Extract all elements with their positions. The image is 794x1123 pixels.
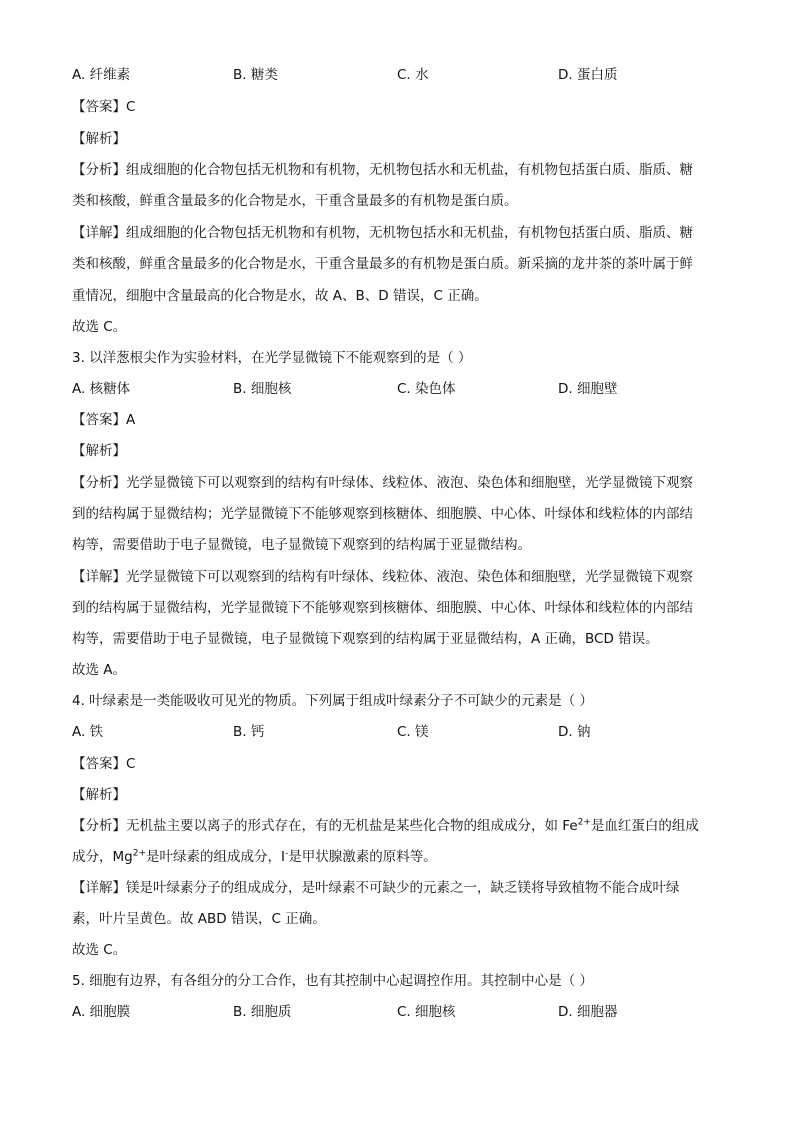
q4-xiangjie-text-1: 镁是叶绿素分子的组成成分，是叶绿素不可缺少的元素之一，缺乏镁将导致植物不能合成叶绿 xyxy=(126,880,680,896)
q4-question: 4. 叶绿素是一类能吸收可见光的物质。下列属于组成叶绿素分子不可缺少的元素是（ ） xyxy=(72,693,593,709)
q3-fenxi-line-2: 到的结构属于显微结构；光学显微镜下不能够观察到核糖体、细胞膜、中心体、叶绿体和线粒体的内部结 xyxy=(72,506,693,522)
q5-option-c: C. 细胞核 xyxy=(397,1004,456,1020)
xiangjie-tag: 【详解】 xyxy=(72,225,126,241)
xiangjie-tag: 【详解】 xyxy=(72,880,126,896)
q4-options xyxy=(72,723,722,741)
q3-fenxi-line-1 xyxy=(72,474,693,492)
q2-xiangjie-text-1: 组成细胞的化合物包括无机物和有机物，无机物包括水和无机盐，有机物包括蛋白质、脂质、糖 xyxy=(126,225,693,241)
q2-option-c: C. 水 xyxy=(397,67,429,83)
answer-tag: 【答案】 xyxy=(72,99,126,115)
q4-answer-value: C xyxy=(126,756,136,772)
fenxi-tag: 【分析】 xyxy=(72,475,126,491)
q2-answer xyxy=(72,98,135,116)
q4-fenxi-text-2b: 是叶绿素的组成成分，I xyxy=(146,849,285,865)
fe-charge-superscript: 2+ xyxy=(577,817,591,828)
q4-xiangjie-line-2: 素，叶片呈黄色。故 ABD 错误，C 正确。 xyxy=(72,911,326,927)
q5-options xyxy=(72,1003,722,1021)
q2-fenxi-line-1 xyxy=(72,161,693,179)
q4-answer xyxy=(72,755,135,773)
q3-xiangjie-line-3: 构等，需要借助于电子显微镜，电子显微镜下观察到的结构属于亚显微结构，A 正确，BCD 错误。 xyxy=(72,631,659,647)
q2-option-b: B. 糖类 xyxy=(233,67,278,83)
q2-option-a: A. 纤维素 xyxy=(72,67,131,83)
fenxi-tag: 【分析】 xyxy=(72,818,126,834)
q3-jiexi-heading: 【解析】 xyxy=(72,443,126,459)
q2-fenxi-line-2: 类和核酸，鲜重含量最多的化合物是水，干重含量最多的有机物是蛋白质。 xyxy=(72,193,518,209)
q2-xiangjie-line-2: 类和核酸，鲜重含量最多的化合物是水，干重含量最多的有机物是蛋白质。新采摘的龙井茶的茶叶属于鲜 xyxy=(72,256,693,272)
q2-xiangjie-line-3: 重情况，细胞中含量最高的化合物是水，故 A、B、D 错误，C 正确。 xyxy=(72,288,488,304)
q3-xiangjie-text-1: 光学显微镜下可以观察到的结构有叶绿体、线粒体、液泡、染色体和细胞壁，光学显微镜下观察 xyxy=(126,569,693,585)
q2-xiangjie-line-1 xyxy=(72,224,693,242)
iodide-charge-superscript: - xyxy=(284,848,289,859)
q5-option-b: B. 细胞质 xyxy=(233,1004,292,1020)
q3-options xyxy=(72,380,722,398)
q3-answer-value: A xyxy=(126,412,136,428)
q4-fenxi-text-1a: 无机盐主要以离子的形式存在，有的无机盐是某些化合物的组成成分，如 Fe xyxy=(126,818,578,834)
q2-jiexi-heading: 【解析】 xyxy=(72,131,126,147)
q4-option-a: A. 铁 xyxy=(72,724,104,740)
q4-xiangjie-line-1 xyxy=(72,879,680,897)
q4-option-d: D. 钠 xyxy=(558,724,591,740)
q3-question: 3. 以洋葱根尖作为实验材料，在光学显微镜下不能观察到的是（ ） xyxy=(72,350,472,366)
q3-option-c: C. 染色体 xyxy=(397,381,456,397)
q2-options xyxy=(72,66,722,84)
q5-option-d: D. 细胞器 xyxy=(558,1004,618,1020)
q3-xiangjie-line-2: 到的结构属于显微结构，光学显微镜下不能够观察到核糖体、细胞膜、中心体、叶绿体和线粒体的内部结 xyxy=(72,600,693,616)
q2-fenxi-text-1: 组成细胞的化合物包括无机物和有机物，无机物包括水和无机盐，有机物包括蛋白质、脂质、糖 xyxy=(126,162,693,178)
q5-option-a: A. 细胞膜 xyxy=(72,1004,131,1020)
q4-fenxi-text-2c: 是甲状腺激素的原料等。 xyxy=(288,849,437,865)
q3-answer xyxy=(72,411,135,429)
q5-question: 5. 细胞有边界，有各组分的分工合作，也有其控制中心起调控作用。其控制中心是（ ） xyxy=(72,973,593,989)
q4-fenxi-line-1 xyxy=(72,817,699,835)
q4-fenxi-text-1b: 是血红蛋白的组成 xyxy=(590,818,699,834)
q3-conclusion: 故选 A。 xyxy=(72,662,127,678)
q4-fenxi-text-2a: 成分，Mg xyxy=(72,849,133,865)
q3-xiangjie-line-1 xyxy=(72,568,693,586)
answer-tag: 【答案】 xyxy=(72,756,126,772)
q4-option-b: B. 钙 xyxy=(233,724,265,740)
mg-charge-superscript: 2+ xyxy=(132,848,146,859)
q2-answer-value: C xyxy=(126,99,136,115)
q2-conclusion: 故选 C。 xyxy=(72,319,127,335)
q4-option-c: C. 镁 xyxy=(397,724,429,740)
q4-fenxi-line-2 xyxy=(72,848,437,866)
xiangjie-tag: 【详解】 xyxy=(72,569,126,585)
q3-fenxi-text-1: 光学显微镜下可以观察到的结构有叶绿体、线粒体、液泡、染色体和细胞壁，光学显微镜下观察 xyxy=(126,475,693,491)
q2-option-d: D. 蛋白质 xyxy=(558,67,618,83)
q4-conclusion: 故选 C。 xyxy=(72,942,127,958)
q3-option-a: A. 核糖体 xyxy=(72,381,131,397)
fenxi-tag: 【分析】 xyxy=(72,162,126,178)
q4-jiexi-heading: 【解析】 xyxy=(72,787,126,803)
q3-option-b: B. 细胞核 xyxy=(233,381,292,397)
q3-option-d: D. 细胞壁 xyxy=(558,381,618,397)
answer-tag: 【答案】 xyxy=(72,412,126,428)
q3-fenxi-line-3: 构等，需要借助于电子显微镜，电子显微镜下观察到的结构属于亚显微结构。 xyxy=(72,537,531,553)
